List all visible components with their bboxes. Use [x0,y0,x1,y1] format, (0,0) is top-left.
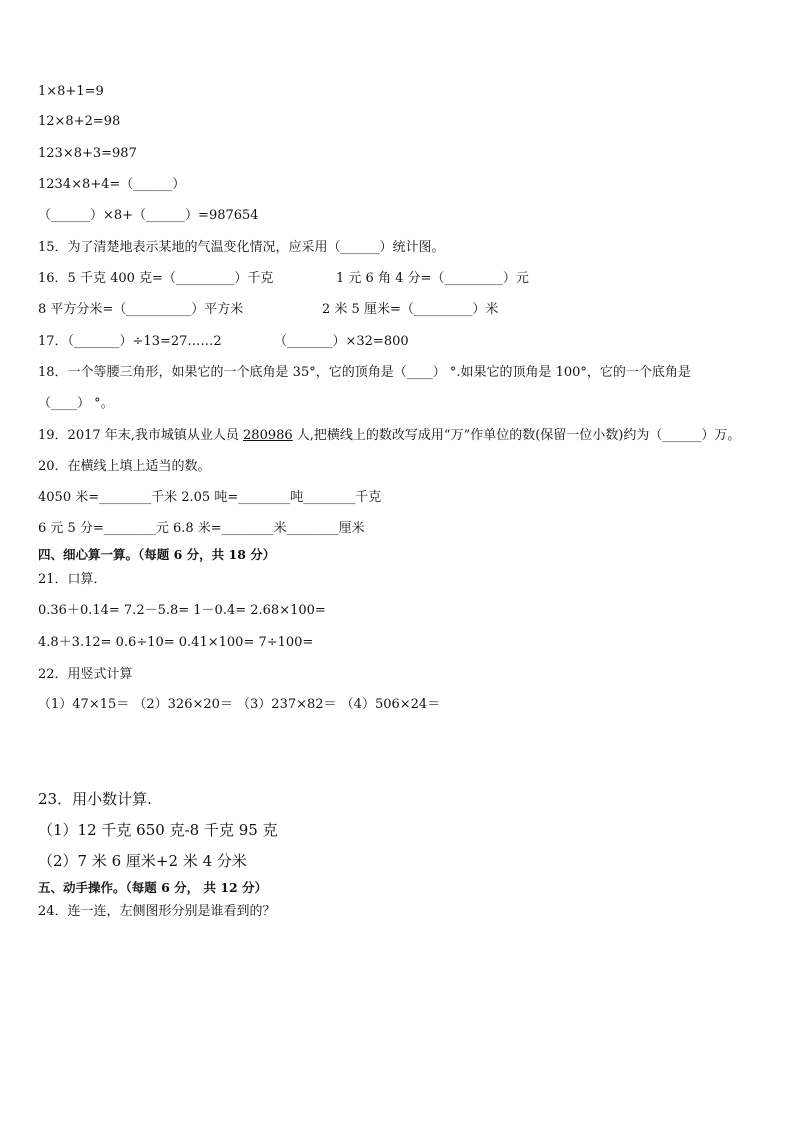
question-22: 22．用竖式计算 [38,667,133,682]
question-16-row-2 [38,302,758,318]
section-5-heading: 五、动手操作。（每题 6 分， 共 12 分） [38,880,268,895]
question-21: 21．口算． [38,572,107,587]
question-17-part-a: 17．（_______）÷13=27……2 [38,334,222,349]
question-16 [38,271,758,287]
question-23-item-1: （1）12 千克 650 克-8 千克 95 克 [38,821,278,839]
equation-line-3: 123×8+3=987 [38,146,137,161]
question-16-part-d: 2 米 5 厘米=（_________）米 [322,302,499,317]
question-16-part-b: 1 元 6 角 4 分=（_________）元 [336,271,529,286]
equation-line-5: （______）×8+（______）=987654 [38,208,259,223]
question-24: 24．连一连，左侧图形分别是谁看到的？ [38,904,276,919]
question-22-items: （1）47×15＝ （2）326×20＝ （3）237×82＝ （4）506×24＝ [38,697,441,712]
equation-line-4: 1234×8+4=（______） [38,177,186,192]
question-17 [38,334,758,350]
question-19-post: 人,把横线上的数改写成用“万”作单位的数(保留一位小数)约为（______）万。 [292,428,741,443]
question-20-row-2: 6 元 5 分=________元 6.8 米=________米________厘米 [38,521,365,536]
question-21-row-2: 4.8＋3.12= 0.6÷10= 0.41×100= 7÷100= [38,635,314,650]
question-20-row-1: 4050 米=________千米 2.05 吨=________吨________千克 [38,490,382,505]
question-16-part-c: 8 平方分米=（__________）平方米 [38,302,244,317]
question-18-continued: （____） °。 [38,396,114,411]
question-23: 23．用小数计算. [38,790,152,808]
equation-line-2: 12×8+2=98 [38,114,121,129]
question-20: 20．在横线上填上适当的数。 [38,459,211,474]
question-15: 15．为了清楚地表示某地的气温变化情况，应采用（______）统计图。 [38,240,445,255]
question-19-pre: 19．2017 年末,我市城镇从业人员 [38,428,244,443]
question-21-row-1: 0.36＋0.14= 7.2－5.8= 1－0.4= 2.68×100= [38,603,326,618]
equation-line-1: 1×8+1=9 [38,84,104,99]
question-19-underlined-number: 280986 [243,428,293,443]
question-17-part-b: （_______）×32=800 [274,334,409,349]
question-19 [38,428,740,444]
question-18: 18．一个等腰三角形，如果它的一个底角是 35°，它的顶角是（____） °.如果它的顶角是 100°，它的一个底角是 [38,365,691,380]
section-4-heading: 四、细心算一算。（每题 6 分，共 18 分） [38,547,276,562]
question-16-part-a: 16．5 千克 400 克=（_________）千克 [38,271,274,286]
question-23-item-2: （2）7 米 6 厘米+2 米 4 分米 [38,852,247,870]
